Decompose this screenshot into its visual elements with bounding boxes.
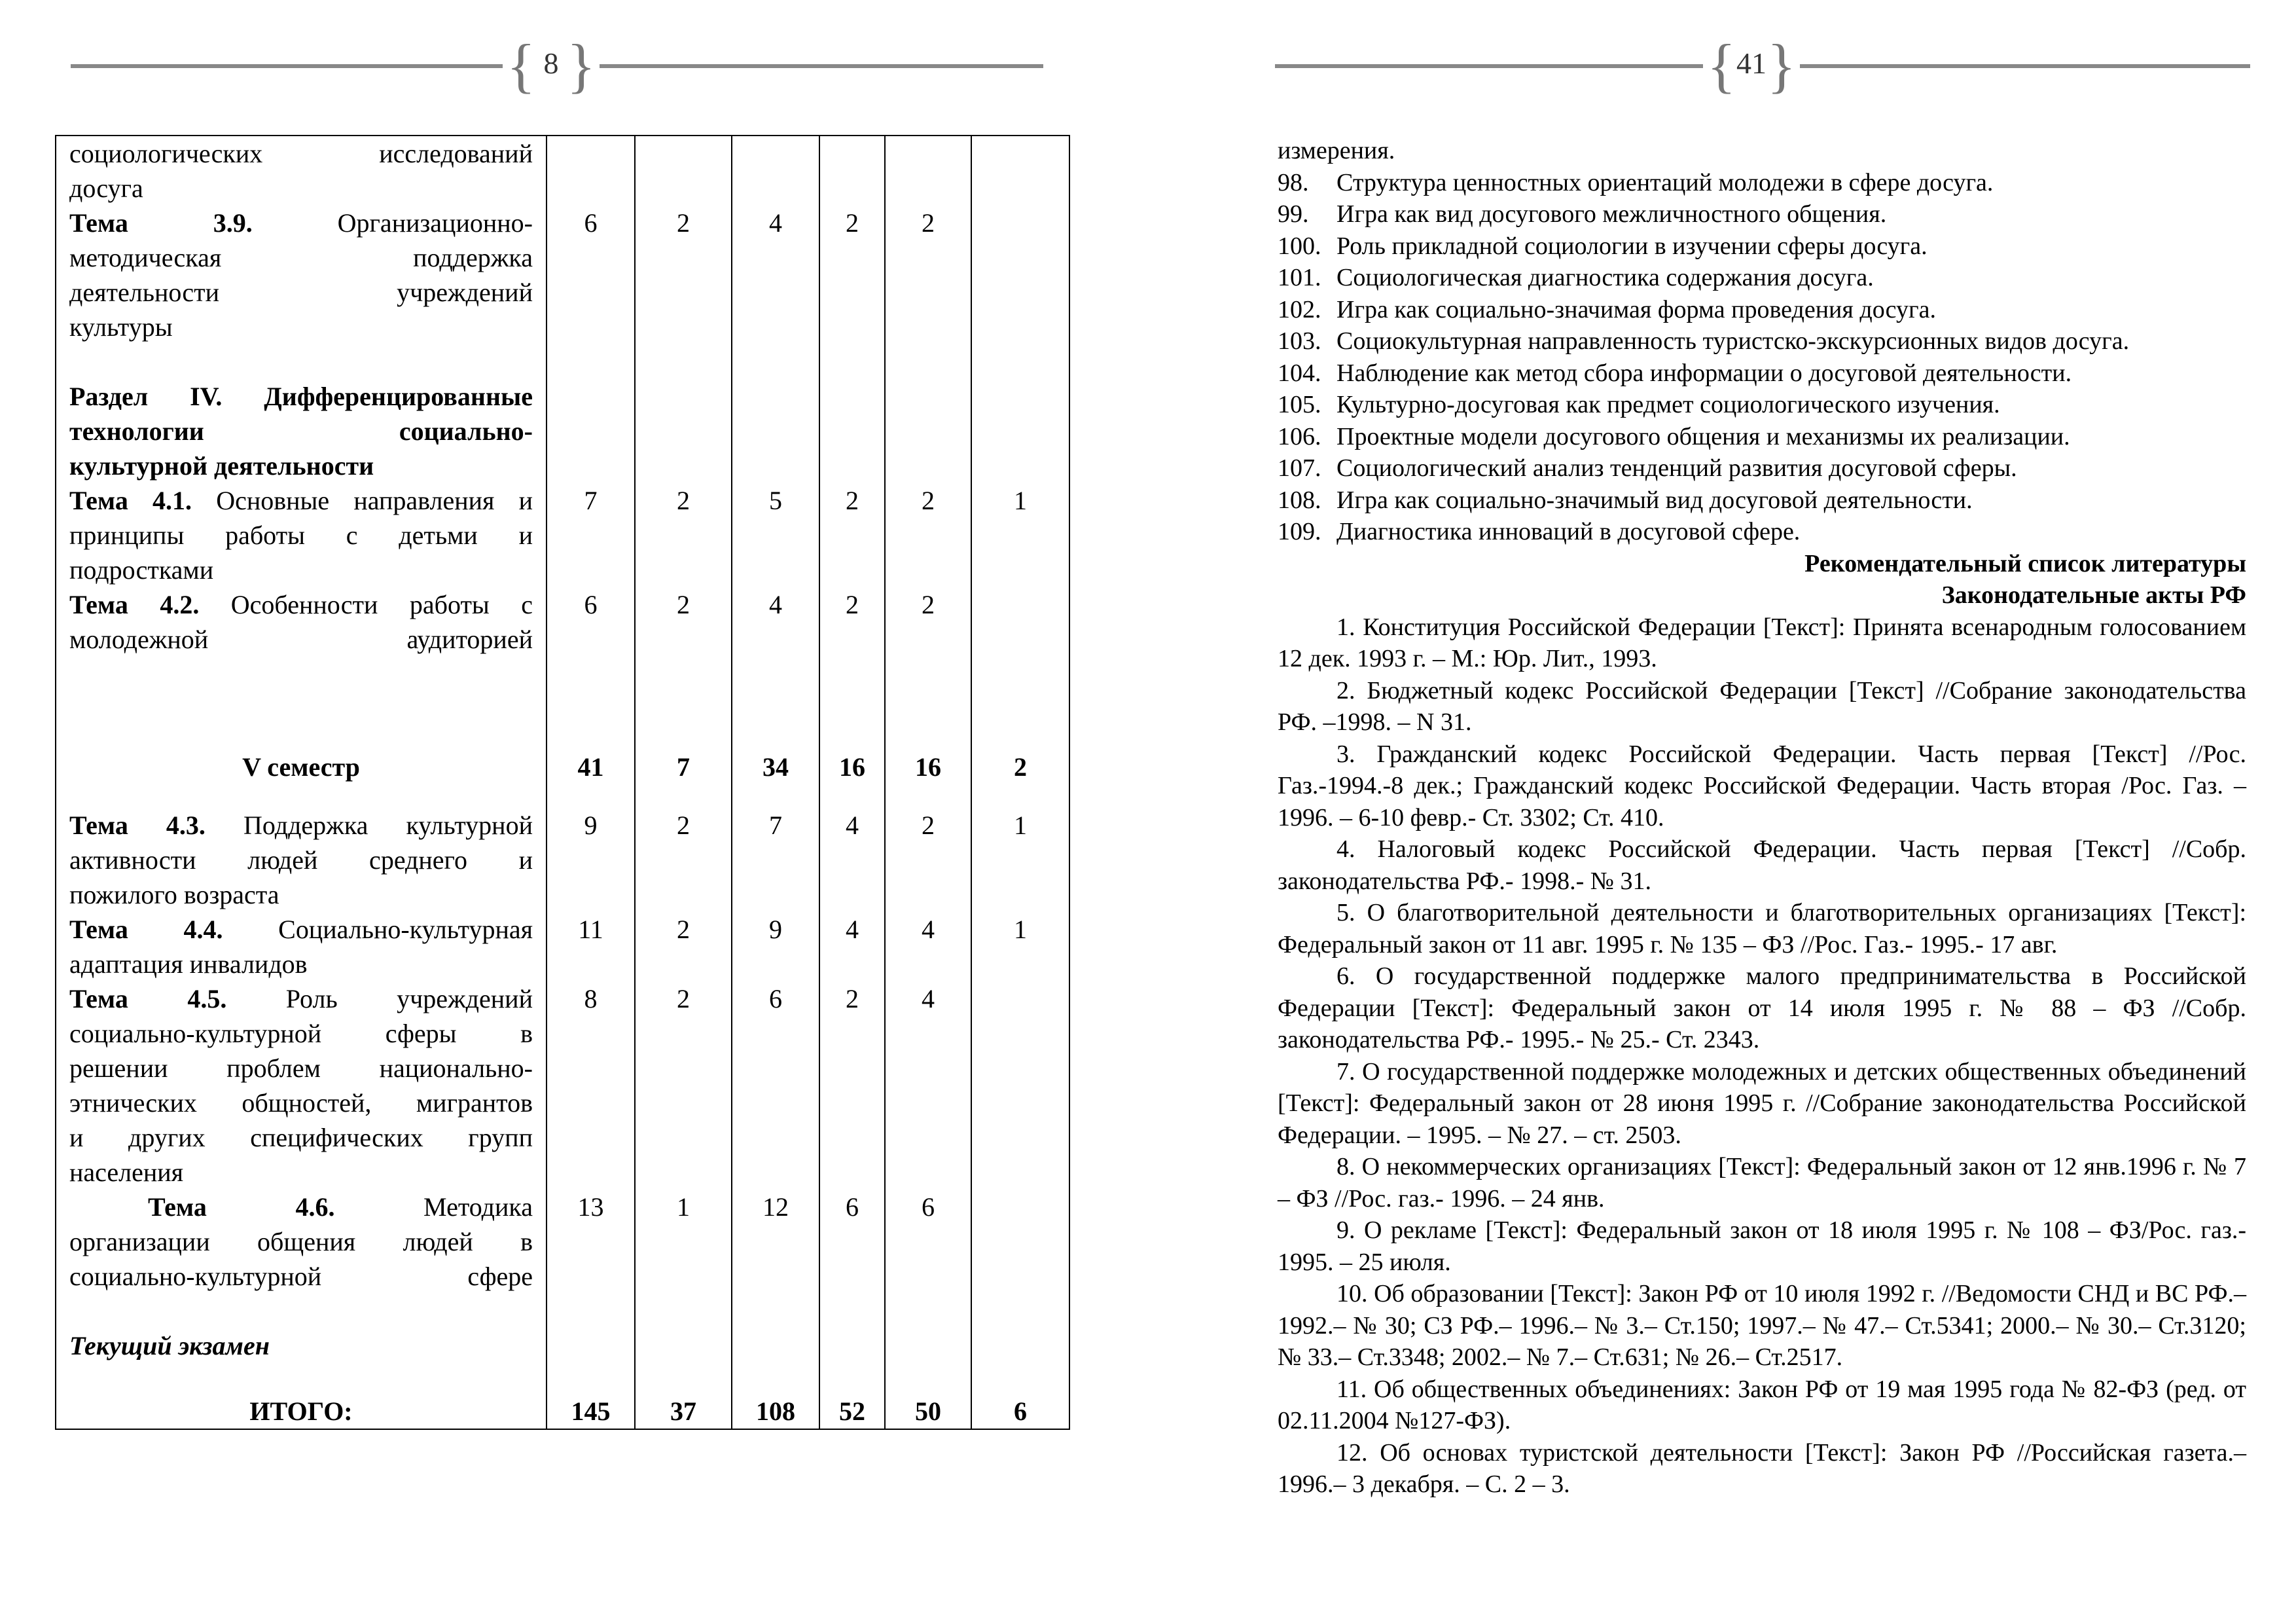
value-cell: 9 <box>732 912 819 981</box>
table-row <box>56 726 1069 784</box>
list-item <box>1278 421 2246 453</box>
topic-line: решении проблем национально- <box>69 1053 533 1083</box>
reference-item: 4. Налоговый кодекс Российской Федерации. Часть первая [Текст] //Собр. законодательства РФ.- 1998.- № 31. <box>1278 835 2246 895</box>
value-cell: 1 <box>971 912 1069 981</box>
topic-line: Тема 4.3. Поддержка культурной <box>69 811 533 840</box>
topic-line: организации общения людей в <box>69 1227 533 1256</box>
value-cell: 5 <box>732 483 819 587</box>
topic-cell <box>56 912 547 981</box>
value-cell <box>971 1328 1069 1394</box>
question-text: Социокультурная направленность туристско-экскурсионных видов досуга. <box>1336 327 2130 355</box>
value-cell: 11 <box>547 912 635 981</box>
list-item <box>1278 389 2246 421</box>
value-cell <box>732 1328 819 1394</box>
continuation-text: измерения. <box>1278 137 1395 164</box>
topic-line: активности людей среднего и <box>69 845 533 875</box>
value-cell: 2 <box>819 483 885 587</box>
question-text: Социологическая диагностика содержания досуга. <box>1336 264 1874 291</box>
value-cell: 2 <box>971 726 1069 784</box>
table-row <box>56 1394 1069 1429</box>
topic-line: Тема 4.4. Социально-культурная <box>69 915 533 944</box>
topic-line: технологии социально- <box>69 416 533 446</box>
value-cell: 4 <box>819 912 885 981</box>
question-number: 104. <box>1278 359 1321 387</box>
topic-cell <box>56 206 547 344</box>
topic-cell <box>56 726 547 784</box>
value-cell: 4 <box>732 587 819 726</box>
topic-line: Тема 4.2. Особенности работы с <box>69 590 533 619</box>
topic-cell <box>56 1190 547 1328</box>
value-cell: 2 <box>635 784 732 912</box>
list-item <box>1278 167 2246 199</box>
value-cell <box>635 344 732 483</box>
value-cell: 2 <box>635 981 732 1190</box>
list-item <box>1278 294 2246 326</box>
question-text: Игра как социально-значимая форма проведения досуга. <box>1336 295 1936 323</box>
topic-line: досуга <box>69 173 143 203</box>
topic-cell <box>56 136 547 206</box>
question-text: Социологический анализ тенденций развития досуговой сферы. <box>1336 454 2017 482</box>
question-number: 106. <box>1278 422 1321 450</box>
value-cell: 6 <box>732 981 819 1190</box>
question-number: 107. <box>1278 454 1321 482</box>
question-number: 102. <box>1278 295 1321 323</box>
value-cell: 4 <box>885 981 971 1190</box>
value-cell <box>635 136 732 206</box>
reference-item: 2. Бюджетный кодекс Российской Федерации [Текст] //Собрание законодательства РФ. –1998. – N 31. <box>1278 676 2246 736</box>
value-cell <box>971 136 1069 206</box>
topic-label: Тема 4.6. <box>148 1192 335 1222</box>
left-bracket-close: } <box>566 32 596 99</box>
value-cell: 50 <box>885 1394 971 1429</box>
value-cell <box>732 136 819 206</box>
topic-cell <box>56 981 547 1190</box>
value-cell: 1 <box>971 483 1069 587</box>
value-cell: 16 <box>885 726 971 784</box>
topic-label: Тема 3.9. <box>69 208 253 238</box>
right-header-rule-right <box>1800 64 2250 68</box>
reference-item: 8. О некоммерческих организациях [Текст]: Федеральный закон от 12 янв.1996 г. № 7 – ФЗ //Рос. газ.- 1996. – 24 янв. <box>1278 1153 2246 1213</box>
topic-cell <box>56 784 547 912</box>
value-cell <box>971 587 1069 726</box>
reference-list <box>1278 611 2246 1501</box>
value-cell <box>885 1328 971 1394</box>
topic-line: этнических общностей, мигрантов <box>69 1088 533 1118</box>
value-cell: 2 <box>885 587 971 726</box>
value-cell: 1 <box>971 784 1069 912</box>
reference-item: 7. О государственной поддержке молодежных и детских общественных объединений [Текст]: Федеральный закон от 28 июня 1995 г. //Собрание законодательства Российской Федерации. – 1995. – № 27. – ст. 2503. <box>1278 1057 2246 1149</box>
reference-item: 9. О рекламе [Текст]: Федеральный закон от 18 июля 1995 г. № 108 – ФЗ/Рос. газ.- 1995. – 25 июля. <box>1278 1216 2246 1276</box>
topic-line: пожилого возраста <box>69 880 279 909</box>
topic-line: Текущий экзамен <box>69 1331 270 1360</box>
topic-cell <box>56 1328 547 1394</box>
value-cell: 7 <box>732 784 819 912</box>
value-cell: 2 <box>819 981 885 1190</box>
table-row <box>56 483 1069 587</box>
topic-line: социологических исследований <box>69 139 533 168</box>
table-row <box>56 206 1069 344</box>
reference-item: 3. Гражданский кодекс Российской Федерации. Часть первая [Текст] //Рос. Газ.-1994.-8 дек.; Гражданский кодекс Российской Федерации. Часть вторая /Рос. Газ. – 1996. – 6-10 февр.- Ст. 3302; Ст. 410. <box>1278 740 2246 831</box>
list-item <box>1278 325 2246 357</box>
question-text: Проектные модели досугового общения и механизмы их реализации. <box>1336 422 2070 450</box>
question-number: 100. <box>1278 232 1321 260</box>
topic-line: культурной деятельности <box>69 451 374 481</box>
question-text: Игра как вид досугового межличностного общения. <box>1336 200 1887 228</box>
topic-line: методическая поддержка <box>69 243 533 272</box>
value-cell: 2 <box>885 784 971 912</box>
table-row <box>56 1328 1069 1394</box>
value-cell: 6 <box>971 1394 1069 1429</box>
list-item <box>1278 516 2246 548</box>
topic-line: V семестр <box>242 752 360 782</box>
topic-line: социально-культурной сферы в <box>69 1019 533 1048</box>
topic-cell <box>56 587 547 726</box>
question-number: 103. <box>1278 327 1321 355</box>
value-cell: 9 <box>547 784 635 912</box>
table-row <box>56 344 1069 483</box>
value-cell: 6 <box>547 587 635 726</box>
topic-label: Тема 4.2. <box>69 590 200 619</box>
value-cell: 16 <box>819 726 885 784</box>
topic-label: Тема 4.5. <box>69 984 227 1013</box>
value-cell: 2 <box>635 587 732 726</box>
value-cell: 145 <box>547 1394 635 1429</box>
list-item <box>1278 484 2246 517</box>
topic-line: Раздел IV. Дифференцированные <box>69 382 533 411</box>
topic-line: населения <box>69 1158 184 1187</box>
topic-line: Тема 4.5. Роль учреждений <box>69 984 533 1013</box>
topic-line <box>69 344 533 379</box>
table-row <box>56 784 1069 912</box>
reference-item: 1. Конституция Российской Федерации [Текст]: Принята всенародным голосованием 12 дек. 1993 г. – М.: Юр. Лит., 1993. <box>1278 613 2246 672</box>
value-cell: 4 <box>819 784 885 912</box>
value-cell: 13 <box>547 1190 635 1328</box>
question-number: 108. <box>1278 486 1321 514</box>
curriculum-table <box>55 135 1070 1430</box>
topic-line: культуры <box>69 312 173 342</box>
topic-line: ИТОГО: <box>249 1396 353 1426</box>
legislation-heading: Законодательные акты РФ <box>1941 581 2246 609</box>
value-cell <box>971 981 1069 1190</box>
right-page-content <box>1278 135 2246 1501</box>
table-row <box>56 587 1069 726</box>
topic-label: Тема 4.4. <box>69 915 223 944</box>
question-list <box>1278 167 2246 548</box>
list-item <box>1278 230 2246 263</box>
question-number: 98. <box>1278 168 1309 196</box>
question-number: 105. <box>1278 391 1321 418</box>
value-cell: 34 <box>732 726 819 784</box>
value-cell <box>971 1190 1069 1328</box>
topic-line: Тема 3.9. Организационно- <box>69 208 533 238</box>
value-cell: 7 <box>547 483 635 587</box>
value-cell: 52 <box>819 1394 885 1429</box>
value-cell <box>971 206 1069 344</box>
value-cell: 12 <box>732 1190 819 1328</box>
value-cell <box>819 344 885 483</box>
reference-item: 5. О благотворительной деятельности и благотворительных организациях [Текст]: Федеральный закон от 11 авг. 1995 г. № 135 – ФЗ //Рос. Газ.- 1995.- 17 авг. <box>1278 899 2246 958</box>
question-number: 101. <box>1278 264 1321 291</box>
value-cell: 41 <box>547 726 635 784</box>
right-bracket-close: } <box>1767 32 1796 99</box>
value-cell <box>885 136 971 206</box>
value-cell <box>819 136 885 206</box>
value-cell: 1 <box>635 1190 732 1328</box>
reference-item: 11. Об общественных объединениях: Закон РФ от 19 мая 1995 года № 82-ФЗ (ред. от 02.11.2004 №127-ФЗ). <box>1278 1375 2246 1434</box>
topic-line: принципы работы с детьми и <box>69 520 533 550</box>
topic-cell <box>56 344 547 483</box>
value-cell: 4 <box>732 206 819 344</box>
question-text: Культурно-досуговая как предмет социологического изучения. <box>1336 391 2000 418</box>
topic-label: Тема 4.1. <box>69 486 192 515</box>
reference-item: 6. О государственной поддержке малого предпринимательства в Российской Федерации [Текст]: Федеральный закон от 14 июля 1995 г. № 88 – ФЗ //Собр. законодательства РФ.- 1995.- № 25.- Ст. 2343. <box>1278 962 2246 1053</box>
topic-line <box>69 1294 533 1328</box>
reference-item: 10. Об образовании [Текст]: Закон РФ от 10 июля 1992 г. //Ведомости СНД и ВС РФ.– 1992.– № 30; СЗ РФ.– 1996.– № 3.– Ст.150; 1997.– № 47.– Ст.5341; 2000.– № 30.– Ст.3120; № 33.– Ст.3348; 2002.– № 7.– Ст.631; № 26.– Ст.2517. <box>1278 1280 2246 1371</box>
right-bracket-open: { <box>1707 32 1736 99</box>
topic-line: Тема 4.1. Основные направления и <box>69 486 533 515</box>
value-cell <box>819 1328 885 1394</box>
value-cell: 2 <box>819 206 885 344</box>
left-header-rule-left <box>71 64 503 68</box>
value-cell <box>547 1328 635 1394</box>
topic-line: деятельности учреждений <box>69 278 533 307</box>
question-text: Игра как социально-значимый вид досуговой деятельности. <box>1336 486 1973 514</box>
value-cell <box>885 344 971 483</box>
question-number: 109. <box>1278 518 1321 545</box>
list-item <box>1278 262 2246 294</box>
left-page-number: 8 <box>543 46 559 80</box>
topic-label: Тема 4.3. <box>69 811 206 840</box>
table-row <box>56 1190 1069 1328</box>
value-cell: 6 <box>885 1190 971 1328</box>
table-row <box>56 981 1069 1190</box>
topic-line: Тема 4.6. Методика <box>148 1192 533 1222</box>
reference-item: 12. Об основах туристской деятельности [Текст]: Закон РФ //Российская газета.– 1996.– 3 декабря. – С. 2 – 3. <box>1278 1438 2246 1498</box>
topic-line <box>69 691 533 726</box>
left-page-number-badge <box>505 32 597 99</box>
topic-line: адаптация инвалидов <box>69 949 308 979</box>
list-item <box>1278 198 2246 230</box>
list-item <box>1278 452 2246 484</box>
right-page-number-badge <box>1706 32 1797 99</box>
topic-line: и других специфических групп <box>69 1123 533 1152</box>
table-row <box>56 136 1069 206</box>
value-cell: 7 <box>635 726 732 784</box>
value-cell: 6 <box>547 206 635 344</box>
value-cell: 2 <box>635 912 732 981</box>
question-text: Диагностика инноваций в досуговой сфере. <box>1336 518 1801 545</box>
list-item <box>1278 357 2246 390</box>
value-cell: 2 <box>885 206 971 344</box>
value-cell: 2 <box>635 483 732 587</box>
value-cell: 37 <box>635 1394 732 1429</box>
topic-line: социально-культурной сфере <box>69 1262 533 1291</box>
question-number: 99. <box>1278 200 1309 228</box>
question-text: Наблюдение как метод сбора информации о досуговой деятельности. <box>1336 359 2072 387</box>
topic-cell <box>56 1394 547 1429</box>
value-cell: 8 <box>547 981 635 1190</box>
table-row <box>56 912 1069 981</box>
value-cell <box>971 344 1069 483</box>
value-cell <box>635 1328 732 1394</box>
value-cell <box>547 344 635 483</box>
value-cell: 108 <box>732 1394 819 1429</box>
value-cell <box>547 136 635 206</box>
topic-line: молодежной аудиторией <box>69 625 533 654</box>
value-cell: 2 <box>819 587 885 726</box>
question-text: Структура ценностных ориентаций молодежи в сфере досуга. <box>1336 168 1994 196</box>
value-cell: 2 <box>885 483 971 587</box>
topic-cell <box>56 483 547 587</box>
question-text: Роль прикладной социологии в изучении сферы досуга. <box>1336 232 1928 260</box>
right-header-rule-left <box>1275 64 1703 68</box>
right-page-number: 41 <box>1736 46 1767 80</box>
left-bracket-open: { <box>507 32 536 99</box>
topic-line: подростками <box>69 555 214 585</box>
left-header-rule-right <box>600 64 1043 68</box>
value-cell: 6 <box>819 1190 885 1328</box>
topic-line <box>69 657 533 691</box>
literature-heading: Рекомендательный список литературы <box>1804 549 2246 577</box>
value-cell: 2 <box>635 206 732 344</box>
value-cell <box>732 344 819 483</box>
value-cell: 4 <box>885 912 971 981</box>
